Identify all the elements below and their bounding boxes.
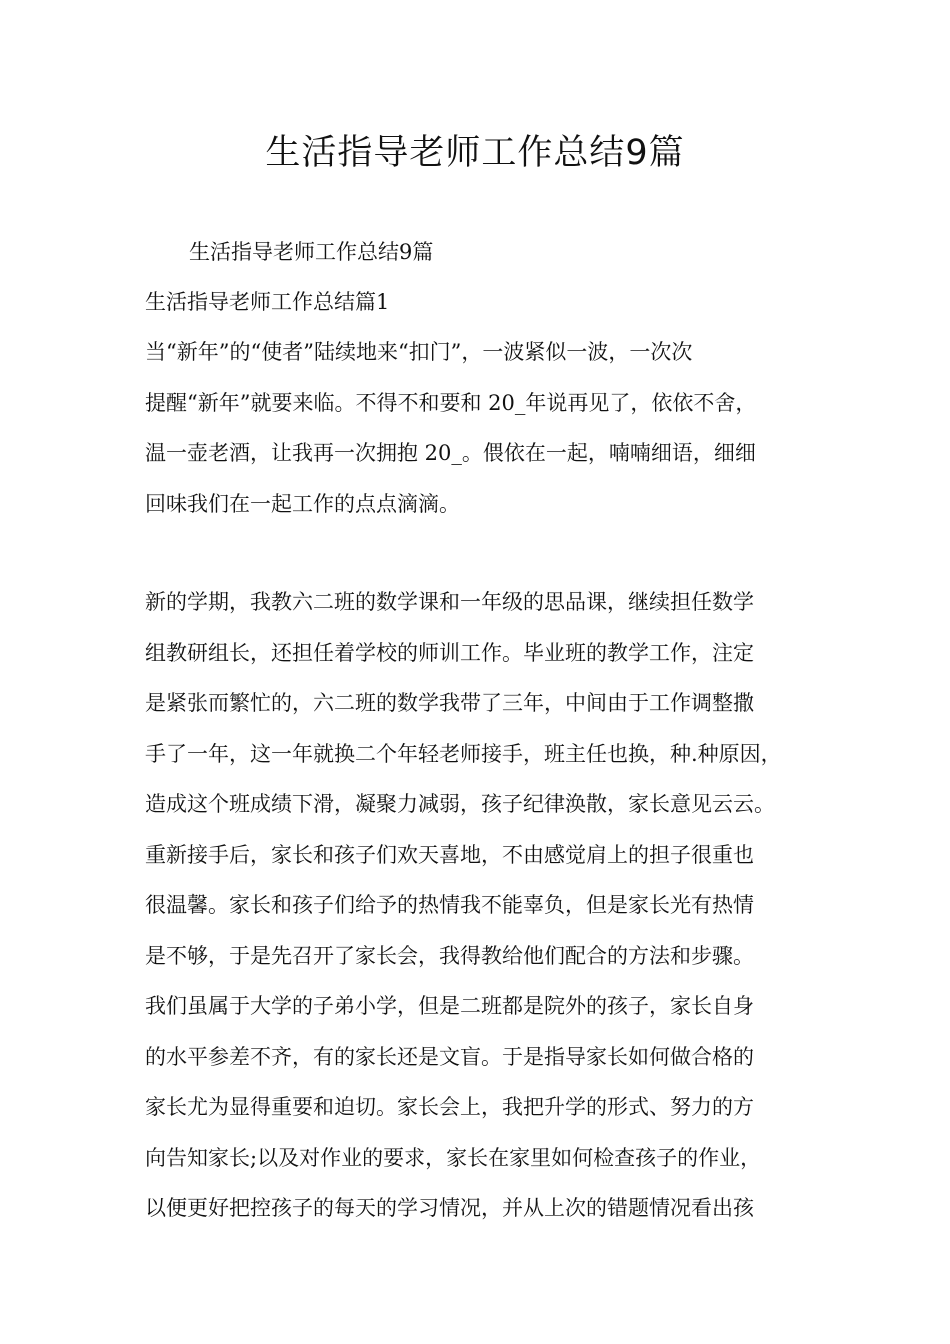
- paragraph-line: 提醒“新年”就要来临。不得不和要和 20_年说再见了，依依不舍，: [145, 390, 757, 415]
- document-title: 生活指导老师工作总结9篇: [265, 133, 685, 173]
- paragraph-line: 我们虽属于大学的子弟小学，但是二班都是院外的孩子，家长自身: [145, 994, 754, 1018]
- paragraph-line: 组教研组长，还担任着学校的师训工作。毕业班的教学工作，注定: [145, 640, 754, 665]
- paragraph-2: [145, 577, 825, 1234]
- paragraph-line: 很温馨。家长和孩子们给予的热情我不能辜负，但是家长光有热情: [145, 893, 754, 917]
- document-subtitle: 生活指导老师工作总结9篇: [189, 240, 434, 264]
- paragraph-line: 温一壶老酒，让我再一次拥抱 20_。偎依在一起，喃喃细语，细细: [145, 441, 756, 465]
- paragraph-1: [145, 327, 825, 529]
- section-heading: 生活指导老师工作总结篇1: [145, 290, 390, 314]
- paragraph-line: 手了一年，这一年就换二个年轻老师接手，班主任也换，种.种原因，: [145, 741, 782, 766]
- paragraph-line: 回味我们在一起工作的点点滴滴。: [145, 491, 460, 516]
- paragraph-line: 向告知家长;以及对作业的要求，家长在家里如何检查孩子的作业，: [145, 1145, 762, 1170]
- paragraph-line: 是紧张而繁忙的，六二班的数学我带了三年，中间由于工作调整撒: [145, 691, 754, 715]
- paragraph-line: 重新接手后，家长和孩子们欢天喜地，不由感觉肩上的担子很重也: [145, 842, 754, 867]
- paragraph-line: 家长尤为显得重要和迫切。家长会上，我把升学的形式、努力的方: [145, 1095, 754, 1119]
- paragraph-line: 是不够，于是先召开了家长会，我得教给他们配合的方法和步骤。: [145, 943, 754, 968]
- paragraph-line: 当“新年”的“使者”陆续地来“扣门”，一波紧似一波，一次次: [145, 340, 693, 364]
- paragraph-line: 以便更好把控孩子的每天的学习情况，并从上次的错题情况看出孩: [145, 1196, 754, 1220]
- paragraph-line: 新的学期，我教六二班的数学课和一年级的思品课，继续担任数学: [145, 590, 754, 614]
- paragraph-line: 造成这个班成绩下滑，凝聚力减弱，孩子纪律涣散，家长意见云云。: [145, 792, 775, 816]
- paragraph-line: 的水平参差不齐，有的家长还是文盲。于是指导家长如何做合格的: [145, 1044, 754, 1069]
